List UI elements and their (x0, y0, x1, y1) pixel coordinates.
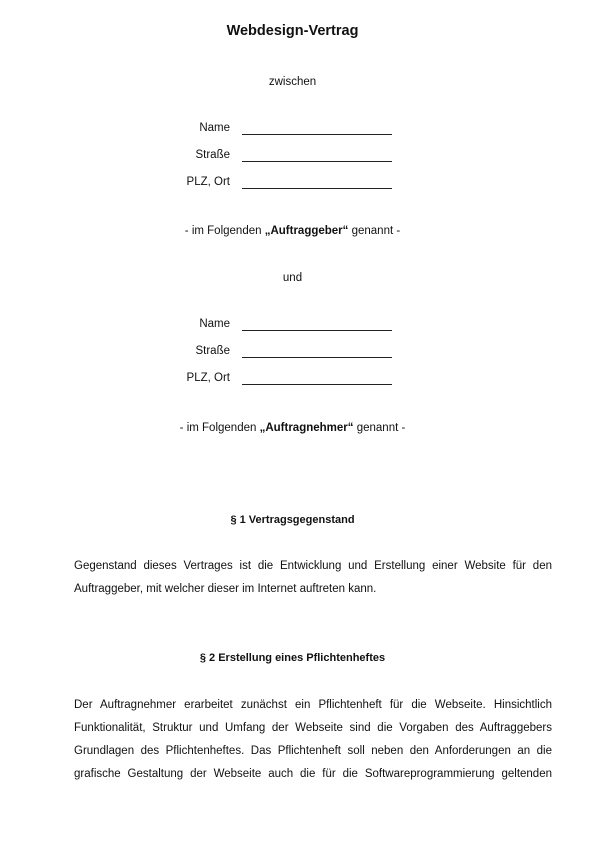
and-text: und (282, 272, 303, 284)
between-text: zwischen (268, 76, 317, 88)
contractor-designation-suffix: genannt - (353, 422, 406, 434)
contractor-city-blank-line[interactable] (242, 384, 392, 385)
client-street-blank-line[interactable] (242, 161, 392, 162)
client-designation-term: „Auftraggeber“ (264, 225, 349, 237)
contractor-street-label: Straße (195, 345, 230, 357)
client-designation-suffix: genannt - (348, 225, 401, 237)
section-1-heading: § 1 Vertragsgegenstand (230, 514, 355, 526)
section-2-line: Grundlagen des Pflichtenheftes. Das Pflichtenheft soll neben den Anforderungen an die (74, 745, 552, 757)
client-city-row (0, 176, 600, 192)
contractor-city-label: PLZ, Ort (186, 372, 230, 384)
contractor-street-row (0, 345, 600, 361)
contractor-designation-prefix: - im Folgenden (179, 422, 260, 434)
contractor-name-row (0, 318, 600, 334)
contractor-designation-term: „Auftragnehmer“ (259, 422, 354, 434)
client-name-row (0, 122, 600, 138)
section-1-line: Auftraggeber, mit welcher dieser im Internet auftreten kann. (74, 583, 377, 595)
client-designation-prefix: - im Folgenden (184, 225, 265, 237)
contractor-name-label: Name (199, 318, 230, 330)
client-city-blank-line[interactable] (242, 188, 392, 189)
section-2-line: Funktionalität, Struktur und Umfang der Webseite sind die Vorgaben des Auftraggebers (74, 722, 552, 734)
client-name-blank-line[interactable] (242, 134, 392, 135)
client-street-row (0, 149, 600, 165)
contractor-designation (0, 422, 585, 434)
section-2-line: grafische Gestaltung der Webseite auch die für die Softwareprogrammierung geltenden (74, 768, 552, 780)
section-2-heading: § 2 Erstellung eines Pflichtenheftes (199, 652, 386, 664)
client-city-label: PLZ, Ort (186, 176, 230, 188)
section-1-line: Gegenstand dieses Vertrages ist die Entwicklung und Erstellung einer Website für den (74, 560, 552, 572)
client-designation (0, 225, 585, 237)
section-2-line: Der Auftragnehmer erarbeitet zunächst ein Pflichtenheft für die Webseite. Hinsichtlich (74, 699, 552, 711)
contractor-city-row (0, 372, 600, 388)
document-title: Webdesign-Vertrag (226, 23, 359, 39)
contractor-street-blank-line[interactable] (242, 357, 392, 358)
client-street-label: Straße (195, 149, 230, 161)
client-name-label: Name (199, 122, 230, 134)
contractor-name-blank-line[interactable] (242, 330, 392, 331)
